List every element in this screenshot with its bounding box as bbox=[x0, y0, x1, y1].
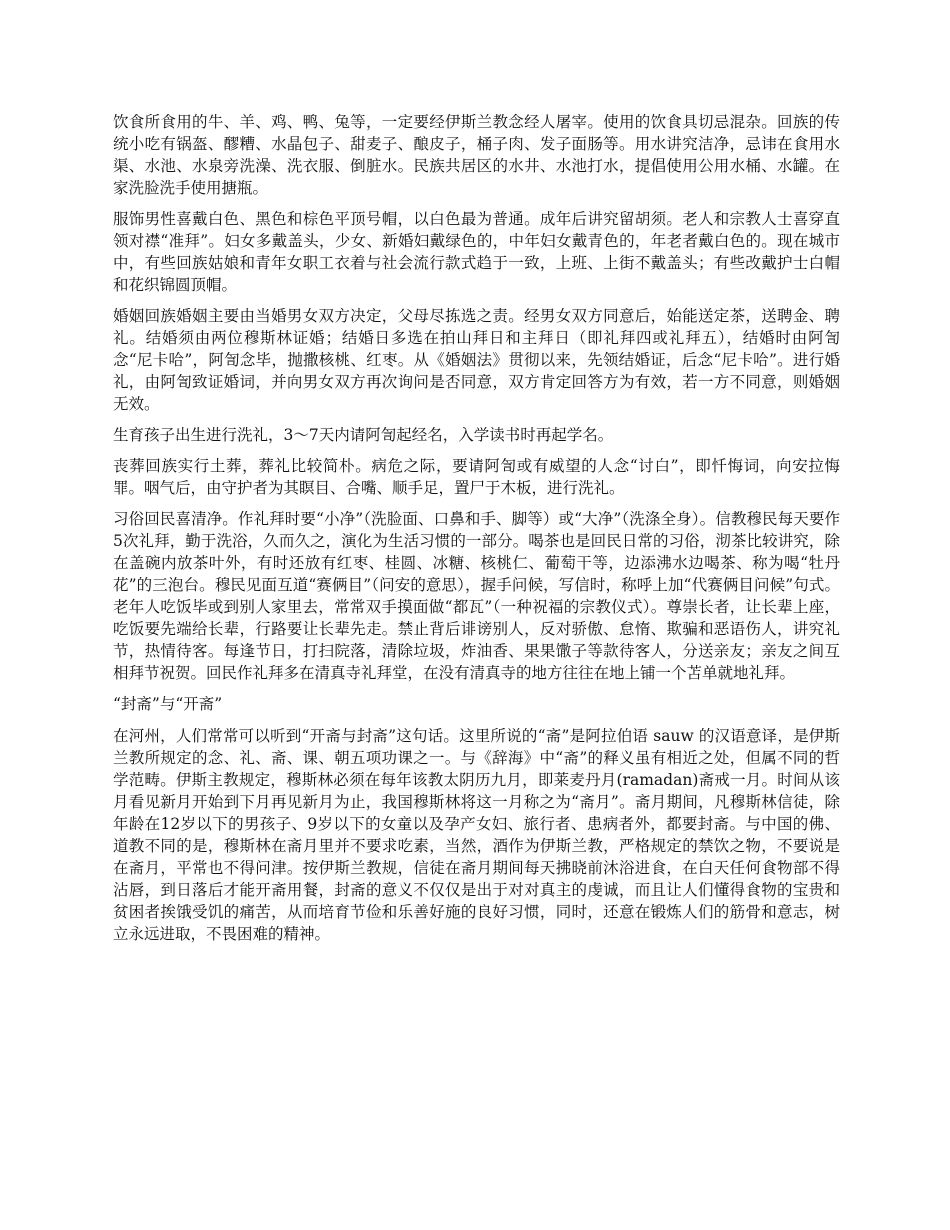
paragraph-fasting: 在河州，人们常常可以听到“开斋与封斋”这句话。这里所说的“斋”是阿拉伯语 sauw 的汉语意译，是伊斯兰教所规定的念、礼、斋、课、朝五项功课之一。与《辞海》中“斋”的释义虽有相近之处，但属不同的哲学范畴。伊斯主教规定，穆斯林必须在每年该教太阴历九月，即莱麦丹月(ramadan)斋戒一月。时间从该月看见新月开始到下月再见新月为止，我国穆斯林将这一月称之为“斋月”。斋月期间，凡穆斯林信徒，除年龄在12岁以下的男孩子、9岁以下的女童以及孕产女妇、旅行者、患病者外，都要封斋。与中国的佛、道教不同的是，穆斯林在斋月里并不要求吃素，当然，酒作为伊斯兰教，严格规定的禁饮之物，不要说是在斋月，平常也不得问津。按伊斯兰教规，信徒在斋月期间每天拂晓前沐浴进食，在白天任何食物部不得沾唇，到日落后才能开斋用餐，封斋的意义不仅仅是出于对对真主的虔诚，而且让人们懂得食物的宝贵和贫困者挨饿受饥的痛苦，从而培育节俭和乐善好施的良好习惯，同时，还意在锻炼人们的筋骨和意志，树立永远进取，不畏困难的精神。 bbox=[113, 727, 840, 943]
document-body bbox=[113, 111, 840, 954]
paragraph-marriage: 婚姻回族婚姻主要由当婚男女双方决定，父母尽拣选之责。经男女双方同意后，始能送定茶，送聘金、聘礼。结婚须由两位穆斯林证婚；结婚日多选在拍山拜日和主拜日（即礼拜四或礼拜五），结婚时由阿訇念“尼卡哈”，阿訇念毕，抛撒核桃、红枣。从《婚姻法》贯彻以来，先领结婚证，后念“尼卡哈”。进行婚礼，由阿訇致证婚词，并向男女双方再次询问是否同意，双方肯定回答方为有效，若一方不同意，则婚姻无效。 bbox=[113, 307, 840, 413]
paragraph-customs: 习俗回民喜清净。作礼拜时要“小净”（洗脸面、口鼻和手、脚等）或“大净”（洗涤全身）。信教穆民每天要作5次礼拜，勤于洗浴，久而久之，演化为生活习惯的一部分。喝茶也是回民日常的习俗，沏茶比较讲究，除在盖碗内放茶叶外，有时还放有红枣、桂圆、冰糖、核桃仁、葡萄干等，边添沸水边喝茶、称为喝“牡丹花”的三泡台。穆民见面互道“赛俩目”（问安的意思），握手问候，写信时，称呼上加“代赛俩目问候”句式。老年人吃饭毕或到别人家里去，常常双手摸面做“都瓦”（一种祝福的宗教仪式）。尊崇长者，让长辈上座，吃饭要先端给长辈，行路要让长辈先走。禁止背后诽谤别人，反对骄傲、怠惰、欺骗和恶语伤人，讲究礼节，热情待客。每逢节日，打扫院落，清除垃圾，炸油香、果果馓子等款待客人，分送亲友；亲友之间互相拜节祝贺。回民作礼拜多在清真寺礼拜堂，在没有清真寺的地方往往在地上铺一个苫单就地礼拜。 bbox=[113, 510, 840, 682]
section-heading: “封斋”与“开斋” bbox=[113, 695, 223, 713]
paragraph-clothing: 服饰男性喜戴白色、黑色和棕色平顶号帽，以白色最为普通。成年后讲究留胡须。老人和宗教人士喜穿直领对襟“准拜”。妇女多戴盖头，少女、新婚妇戴绿色的，中年妇女戴青色的，年老者戴白色的。现在城市中，有些回族姑娘和青年女职工衣着与社会流行款式趋于一致，上班、上街不戴盖头；有些改戴护士白帽和花织锦圆顶帽。 bbox=[113, 210, 840, 294]
paragraph-diet: 饮食所食用的牛、羊、鸡、鸭、兔等，一定要经伊斯兰教念经人屠宰。使用的饮食具切忌混杂。回族的传统小吃有锅盔、醪糟、水晶包子、甜麦子、酿皮子，桶子肉、发子面肠等。用水讲究洁净，忌讳在食用水渠、水池、水泉旁洗澡、洗衣服、倒脏水。民族共居区的水井、水池打水，提倡使用公用水桶、水罐。在家洗脸洗手使用搪瓶。 bbox=[113, 113, 840, 197]
paragraph-birth: 生育孩子出生进行洗礼，3～7天内请阿訇起经名，入学读书时再起学名。 bbox=[113, 426, 614, 444]
paragraph-funeral: 丧葬回族实行土葬，葬礼比较简朴。病危之际，要请阿訇或有威望的人念“讨白”，即忏悔词，向安拉悔罪。咽气后，由守护者为其瞑目、合嘴、顺手足，置尸于木板，进行洗礼。 bbox=[113, 457, 840, 497]
